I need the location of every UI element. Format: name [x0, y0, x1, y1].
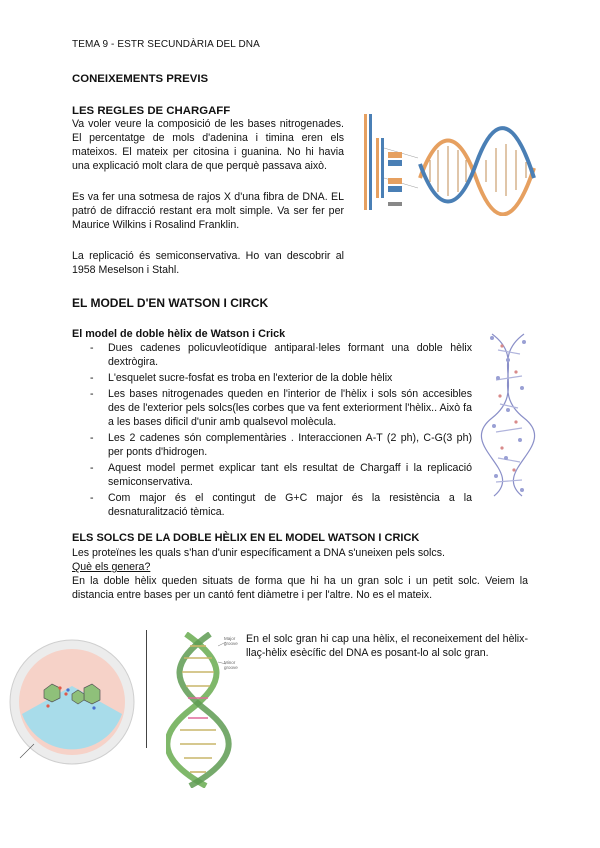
page-header: TEMA 9 - ESTR SECUNDÀRIA DEL DNA — [72, 39, 260, 50]
groove-helix-figure — [166, 632, 242, 788]
section-title-watson-crick: EL MODEL D'EN WATSON I CIRCK — [72, 296, 269, 310]
base-pair-blocks — [388, 152, 402, 206]
atomic-dna-model-figure — [478, 330, 540, 500]
double-helix-drawing — [420, 128, 534, 214]
list-item: - Aquest model permet explicar tant els resultat de Chargaff i la replicació semiconservativa. — [90, 461, 472, 489]
grooves-explanation: En la doble hèlix queden situats de forma que hi ha un gran solc i un petit solc. Veiem la distancia entre bases per un cantó fent diàmetre i per l'altre. No es el mateix. — [72, 575, 528, 601]
section-title-previous-knowledge: CONEIXEMENTS PREVIS — [72, 73, 209, 85]
chargaff-paragraph: Va voler veure la composició de les bases nitrogenades. El percentatge de mols d'adenina i timina eren els mateixos. El mateix per citosina i guanina. No hi havia una explicació molt clara de que perquè passava això. — [72, 118, 344, 172]
watson-crick-bullet-list — [90, 341, 472, 521]
list-item: - Les bases nitrogenades queden en l'interior de l'hèlix i sols són accesibles des de l'exterior pels solcs(les corbes que va fent exteriorment l'hèlix.. Això fa a les bases dificil d'unir amb qualsevol molècula. — [90, 387, 472, 429]
list-item: - Les 2 cadenes són complementàries . Interaccionen A-T (2 ph), C-G(3 ph) per ponts d'hidrogen. — [90, 431, 472, 459]
subtitle-double-helix-model: El model de doble hèlix de Watson i Crick — [72, 328, 286, 340]
list-item: - Dues cadenes policuvleotídique antiparal·leles formant una doble hèlix dextrògira. — [90, 341, 472, 369]
grooves-intro: Les proteïnes les quals s'han d'unir específicament a DNA s'uneixen pels solcs. — [72, 547, 445, 559]
replication-paragraph: La replicació és semiconservativa. Ho van descobrir al 1958 Meselson i Stahl. — [72, 250, 344, 276]
major-groove-label: Major groove — [224, 636, 238, 646]
dna-helix-figure — [358, 108, 538, 216]
major-groove-recognition-text: En el solc gran hi cap una hèlix, el reconeixement del hèlix-llaç-hèlix esècífic del DNA es posant-lo al solc gran. — [246, 633, 528, 659]
groove-cross-section-figure — [8, 628, 136, 784]
list-item: - Com major és el contingut de G+C major és la resistència a la desnaturalització tèmica. — [90, 491, 472, 519]
figure-divider — [146, 630, 147, 748]
subtitle-chargaff-rules: LES REGLES DE CHARGAFF — [72, 105, 231, 117]
minor-groove-label: Minor groove — [224, 660, 238, 670]
grooves-question: Què els genera? — [72, 561, 151, 573]
xray-paragraph: Es va fer una sotmesa de rajos X d'una fibra de DNA. EL patró de difracció restant era molt simple. Va ser fer per Maurice Wilkins i Rosalind Franklin. — [72, 191, 344, 231]
section-title-grooves: ELS SOLCS DE LA DOBLE HÈLIX EN EL MODEL WATSON I CRICK — [72, 532, 420, 544]
list-item: - L'esquelet sucre-fosfat es troba en l'exterior de la doble hèlix — [90, 371, 472, 385]
